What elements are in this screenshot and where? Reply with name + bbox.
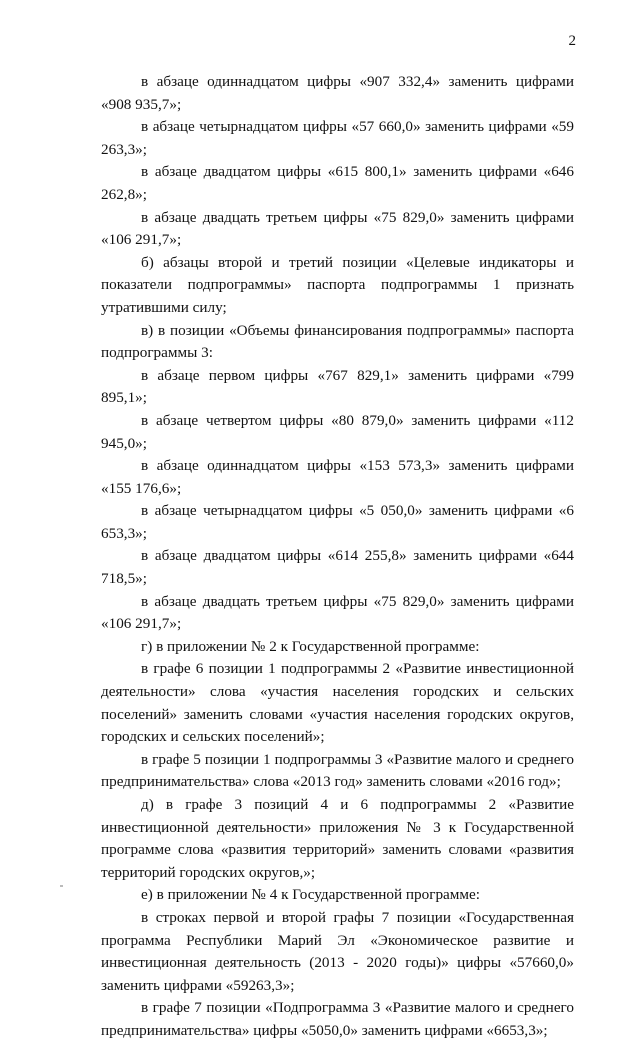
page-number: 2	[568, 33, 576, 49]
paragraph: в) в позиции «Объемы финансирования подпрограммы» паспорта подпрограммы 3:	[101, 321, 574, 362]
paragraph: в абзаце первом цифры «767 829,1» заменить цифрами «799 895,1»;	[101, 366, 574, 407]
paragraph: в абзаце четвертом цифры «80 879,0» заменить цифрами «112 945,0»;	[101, 411, 574, 452]
paragraph: в строках первой и второй графы 7 позиции «Государственная программа Республики Марий Эл «Экономическое развитие и инвестиционная деятельность (2013 - 2020 годы)» цифры «57660,0» заменить цифрами «59263,3»;	[101, 908, 574, 994]
document-body	[101, 71, 574, 1043]
scan-mark	[60, 885, 63, 887]
paragraph: в абзаце четырнадцатом цифры «5 050,0» заменить цифрами «6 653,3»;	[101, 502, 574, 542]
paragraph: е) в приложении № 4 к Государственной программе:	[141, 886, 480, 904]
paragraph: д) в графе 3 позиций 4 и 6 подпрограммы 2 «Развитие инвестиционной деятельности» приложения № 3 к Государственной программе слова «развития территорий» заменить словами «развития территорий городских округов,»;	[101, 796, 574, 881]
paragraph: в абзаце двадцать третьем цифры «75 829,0» заменить цифрами «106 291,7»;	[101, 208, 574, 249]
paragraph: в графе 5 позиции 1 подпрограммы 3 «Развитие малого и среднего предпринимательства» слова «2013 год» заменить словами «2016 год»;	[101, 750, 574, 791]
paragraph: в абзаце одиннадцатом цифры «907 332,4» заменить цифрами «908 935,7»;	[101, 73, 574, 113]
paragraph: в абзаце двадцать третьем цифры «75 829,0» заменить цифрами «106 291,7»;	[101, 592, 574, 633]
paragraph: в абзаце четырнадцатом цифры «57 660,0» заменить цифрами «59 263,3»;	[101, 118, 574, 158]
paragraph: в абзаце одиннадцатом цифры «153 573,3» заменить цифрами «155 176,6»;	[101, 457, 574, 497]
paragraph: г) в приложении № 2 к Государственной программе:	[141, 637, 480, 655]
paragraph: в графе 6 позиции 1 подпрограммы 2 «Развитие инвестиционной деятельности» слова «участия населения городских и сельских поселений» заменить словами «участия населения городских округов, городских и сельских поселений»;	[101, 660, 574, 746]
paragraph: в графе 7 позиции «Подпрограмма 3 «Развитие малого и среднего предпринимательства» цифры «5050,0» заменить цифрами «6653,3»;	[101, 999, 574, 1039]
paragraph: в абзаце двадцатом цифры «614 255,8» заменить цифрами «644 718,5»;	[101, 547, 574, 588]
paragraph: б) абзацы второй и третий позиции «Целевые индикаторы и показатели подпрограммы» паспорта подпрограммы 1 признать утратившими силу;	[101, 253, 574, 316]
paragraph: в абзаце двадцатом цифры «615 800,1» заменить цифрами «646 262,8»;	[101, 163, 574, 203]
